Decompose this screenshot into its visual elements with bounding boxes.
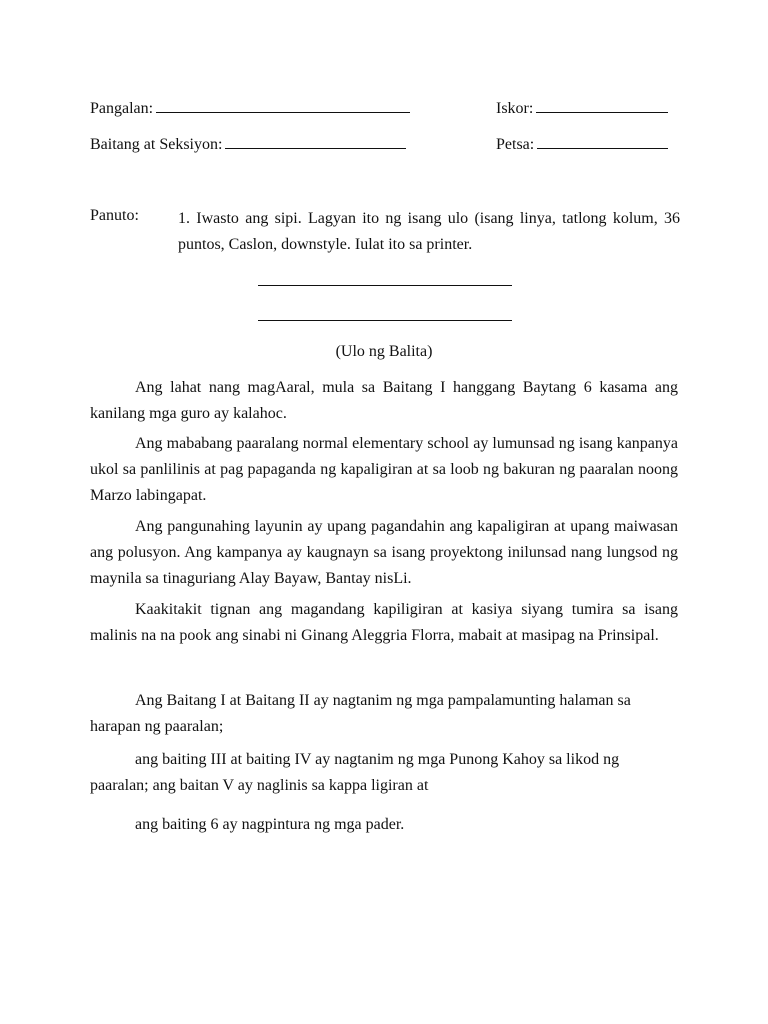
score-blank-line[interactable] [536, 97, 668, 113]
body-paragraph-7: ang baiting 6 ay nagpintura ng mga pader. [135, 816, 405, 833]
name-label: Pangalan: [90, 100, 154, 117]
body-paragraph-5: Ang Baitang I at Baitang II ay nagtanim ng mga pampalamunting halaman sa harapan ng paaralan; [90, 692, 631, 735]
date-field[interactable] [496, 133, 668, 155]
headline-blank-line-2[interactable] [258, 320, 512, 321]
score-field[interactable] [496, 97, 668, 119]
name-blank-line[interactable] [156, 97, 410, 113]
instructions-text: 1. Iwasto ang sipi. Lagyan ito ng isang ulo (isang linya, tatlong kolum, 36 puntos, Caslon, downstyle. Iulat ito sa printer. [178, 210, 680, 253]
body-paragraph-6: ang baiting III at baiting IV ay nagtanim ng mga Punong Kahoy sa likod ng paaralan; ang baitan V ay naglinis sa kappa ligiran at [90, 751, 620, 794]
grade-section-label: Baitang at Seksiyon: [90, 136, 223, 153]
headline-placeholder: (Ulo ng Balita) [335, 343, 433, 360]
instructions-label: Panuto: [90, 207, 139, 224]
body-paragraph-1: Ang lahat nang magAaral, mula sa Baitang I hanggang Baytang 6 kasama ang kanilang mga guro ay kalahoc. [90, 379, 678, 422]
date-blank-line[interactable] [537, 133, 668, 149]
headline-blank-line-1[interactable] [258, 285, 512, 286]
grade-section-field[interactable] [90, 133, 406, 155]
date-label: Petsa: [496, 136, 535, 153]
grade-section-blank-line[interactable] [225, 133, 406, 149]
body-paragraph-4: Kaakitakit tignan ang magandang kapiligiran at kasiya siyang tumira sa isang malinis na na pook ang sinabi ni Ginang Aleggria Florra, mabait at masipag na Prinsipal. [90, 601, 678, 644]
body-paragraph-3: Ang pangunahing layunin ay upang pagandahin ang kapaligiran at upang maiwasan ang polusyon. Ang kampanya ay kaugnayn sa isang proyektong inilunsad nang lungsod ng maynila sa tinaguriang Alay Bayaw, Bantay nisLi. [90, 518, 678, 587]
name-field[interactable] [90, 97, 410, 119]
score-label: Iskor: [496, 100, 534, 117]
body-paragraph-2: Ang mababang paaralang normal elementary school ay lumunsad ng isang kanpanya ukol sa panlilinis at pag papaganda ng kapaligiran at sa loob ng bakuran ng paaralan noong Marzo labingapat. [90, 435, 678, 504]
